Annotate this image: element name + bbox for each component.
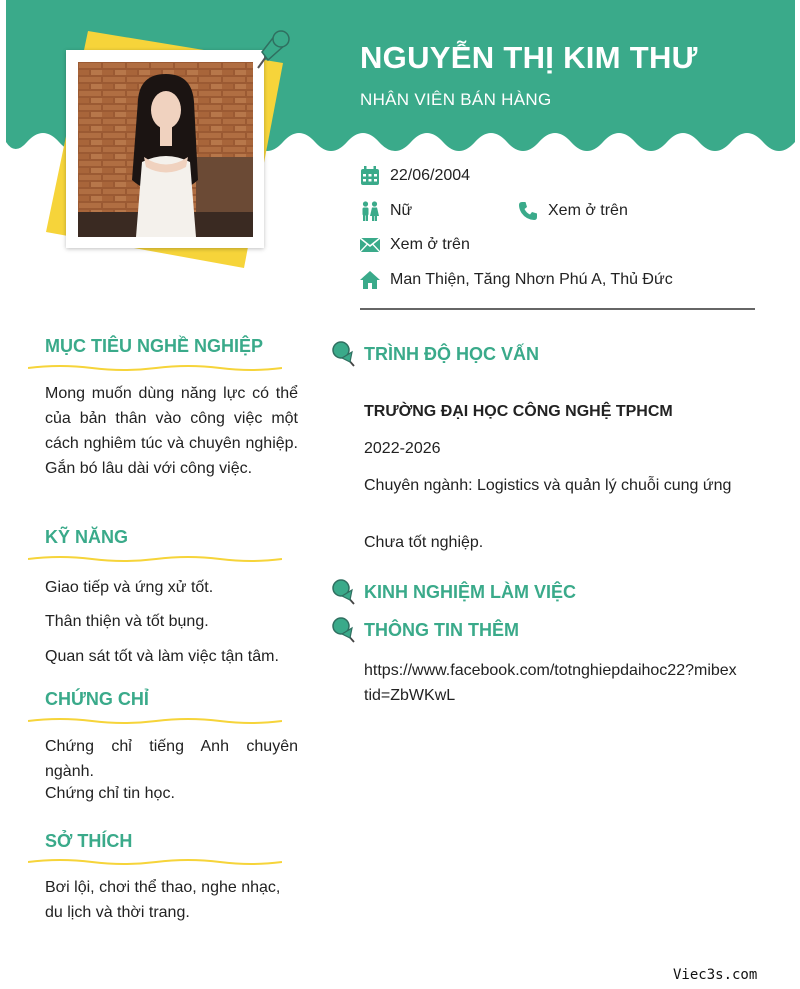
skill-item: Giao tiếp và ứng xử tốt. (45, 579, 214, 596)
job-title: NHÂN VIÊN BÁN HÀNG (360, 90, 552, 109)
education-heading (330, 340, 539, 368)
hobbies-text: Bơi lội, chơi thể thao, nghe nhạc, du lịch và thời trang. (45, 879, 281, 921)
objective-heading: MỤC TIÊU NGHỀ NGHIỆP (45, 336, 264, 356)
profile-photo-frame (66, 50, 264, 248)
school-name: TRƯỜNG ĐẠI HỌC CÔNG NGHỆ TPHCM (364, 403, 673, 420)
certificates-underline (28, 716, 282, 726)
hobbies-underline (28, 857, 282, 867)
profile-photo (78, 62, 253, 237)
contact-address (360, 268, 673, 292)
skill-item: Thân thiện và tốt bụng. (45, 613, 209, 630)
objective-text: Mong muốn dùng năng lực có thể của bản thân vào công việc một cách nghiêm túc và chuyên nghiệp. Gắn bó lâu dài với công việc. (45, 385, 298, 477)
pin-icon (330, 578, 358, 606)
contact-phone (518, 199, 628, 223)
certificate-item: Chứng chỉ tin học. (45, 785, 175, 802)
pin-icon (330, 340, 358, 368)
email-value: Xem ở trên (390, 236, 470, 253)
calendar-icon (360, 166, 380, 186)
certificate-item: Chứng chỉ tiếng Anh chuyên ngành. (45, 738, 298, 780)
education-years: 2022-2026 (364, 440, 441, 457)
home-icon (360, 270, 380, 290)
experience-heading (330, 578, 576, 606)
skills-underline (28, 554, 282, 564)
candidate-name: NGUYỄN THỊ KIM THƯ (360, 40, 698, 75)
contact-email (360, 233, 470, 257)
skill-item: Quan sát tốt và làm việc tận tâm. (45, 648, 279, 665)
certificates-heading: CHỨNG CHỈ (45, 689, 149, 709)
contact-gender (360, 199, 412, 223)
more-info-heading (330, 616, 519, 644)
email-icon (360, 235, 380, 255)
hobbies-heading: SỞ THÍCH (45, 831, 133, 851)
more-info-heading-label: THÔNG TIN THÊM (364, 619, 519, 640)
education-heading-label: TRÌNH ĐỘ HỌC VẤN (364, 343, 539, 364)
phone-value: Xem ở trên (548, 202, 628, 219)
education-major: Chuyên ngành: Logistics và quản lý chuỗi cung ứng (364, 477, 732, 494)
experience-heading-label: KINH NGHIỆM LÀM VIỆC (364, 581, 577, 602)
header-divider (360, 308, 755, 310)
gender-icon (360, 201, 380, 221)
pin-icon (330, 616, 358, 644)
objective-underline (28, 363, 282, 373)
watermark: Viec3s.com (673, 967, 758, 983)
birthday-value: 22/06/2004 (390, 167, 471, 184)
address-value: Man Thiện, Tăng Nhơn Phú A, Thủ Đức (390, 271, 673, 288)
pin-icon (248, 26, 292, 72)
skills-heading: KỸ NĂNG (45, 527, 129, 547)
contact-birthday (360, 164, 470, 188)
gender-value: Nữ (390, 202, 413, 219)
phone-icon (518, 201, 538, 221)
facebook-link[interactable]: https://www.facebook.com/totnghiepdaihoc22?mibextid=ZbWKwL (364, 662, 737, 704)
education-status: Chưa tốt nghiệp. (364, 534, 484, 551)
